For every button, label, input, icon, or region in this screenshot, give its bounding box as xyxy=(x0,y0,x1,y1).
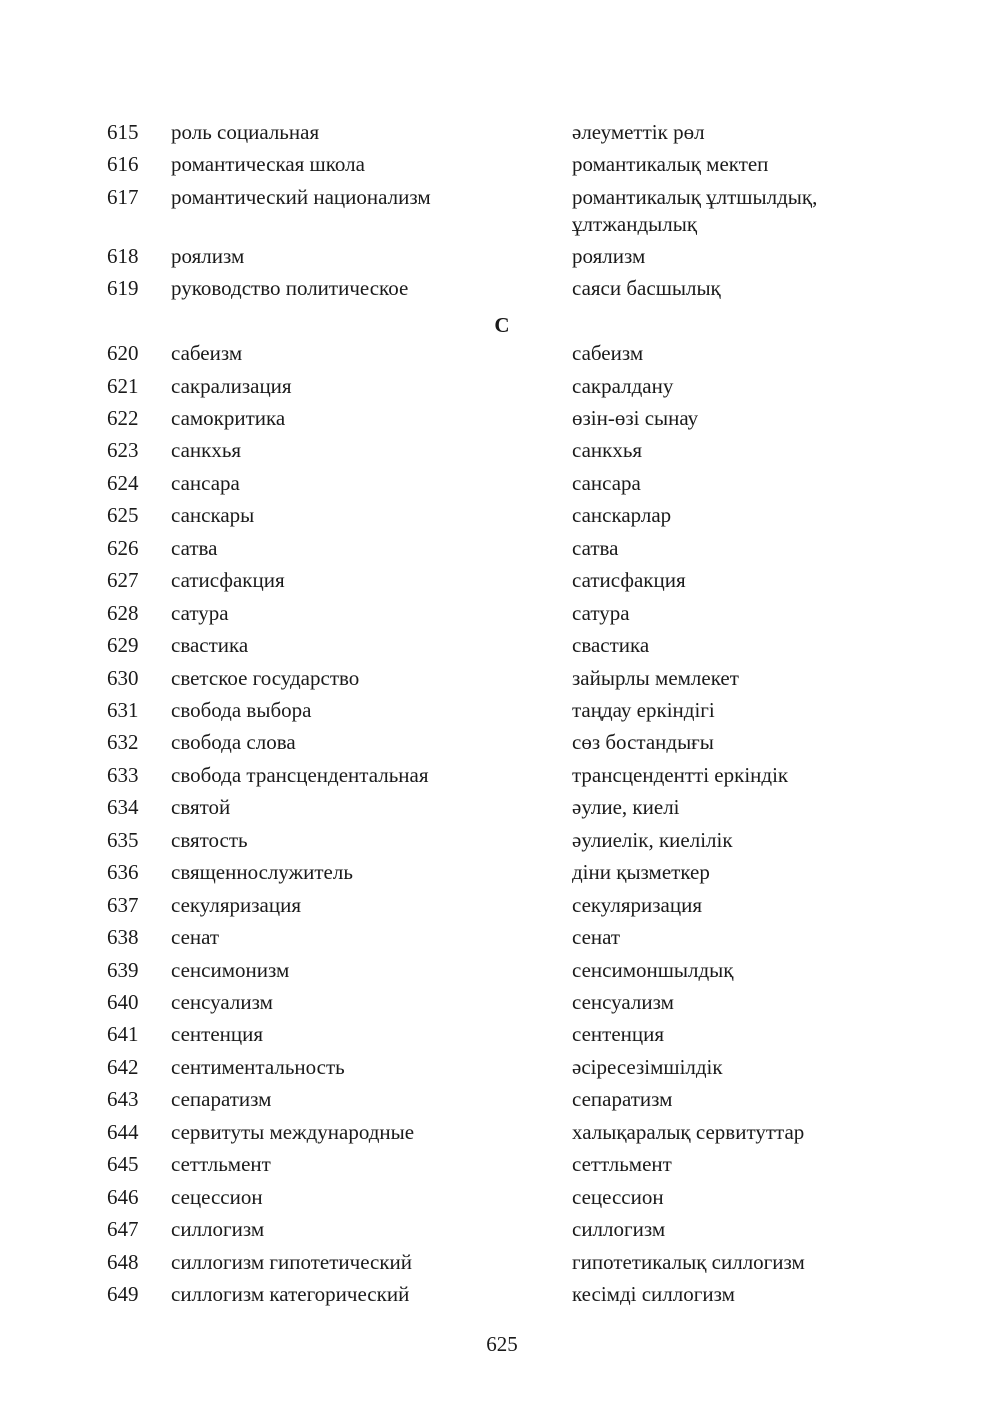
entry-russian-term: сатура xyxy=(171,601,229,625)
entry-number: 619 xyxy=(107,276,139,300)
entry-russian-term: силлогизм гипотетический xyxy=(171,1250,413,1274)
entry-russian-term: сеттльмент xyxy=(171,1152,271,1176)
entry-kazakh-term: секуляризация xyxy=(572,893,703,917)
entry-number: 623 xyxy=(107,438,139,462)
entry-russian-term: сепаратизм xyxy=(171,1087,272,1111)
entry-kazakh-term: таңдау еркіндігі xyxy=(572,698,715,722)
entry-kazakh-term: кесімді силлогизм xyxy=(572,1282,735,1306)
entry-russian-term: роль социальная xyxy=(171,120,320,144)
entry-kazakh-term: әулие, киелі xyxy=(572,795,680,819)
entry-kazakh-term: сенат xyxy=(572,925,621,949)
entry-russian-term: сентенция xyxy=(171,1022,264,1046)
entry-russian-term: сервитуты международные xyxy=(171,1120,415,1144)
entry-kazakh-term: өзін-өзі сынау xyxy=(572,406,699,430)
entry-kazakh-term: діни қызметкер xyxy=(572,860,710,884)
entry-number: 637 xyxy=(107,893,139,917)
entry-russian-term: сатисфакция xyxy=(171,568,285,592)
entry-number: 621 xyxy=(107,374,139,398)
entry-number: 625 xyxy=(107,503,139,527)
entry-number: 636 xyxy=(107,860,139,884)
entry-number: 633 xyxy=(107,763,139,787)
entry-russian-term: руководство политическое xyxy=(171,276,409,300)
entry-russian-term: санкхья xyxy=(171,438,242,462)
entry-russian-term: секуляризация xyxy=(171,893,302,917)
entry-kazakh-term: сакралдану xyxy=(572,374,674,398)
entry-number: 629 xyxy=(107,633,139,657)
entry-kazakh-term: роялизм xyxy=(572,244,646,268)
entry-number: 641 xyxy=(107,1022,139,1046)
entry-kazakh-term: романтикалық ұлтшылдық, ұлтжандылық xyxy=(572,185,818,236)
entry-kazakh-term: романтикалық мектеп xyxy=(572,152,769,176)
entry-kazakh-term: сөз бостандығы xyxy=(572,730,714,754)
entry-kazakh-term: трансцендентті еркіндік xyxy=(572,763,789,787)
entry-russian-term: сенат xyxy=(171,925,220,949)
entry-russian-term: сансара xyxy=(171,471,240,495)
entry-number: 644 xyxy=(107,1120,139,1144)
entry-russian-term: сентиментальность xyxy=(171,1055,345,1079)
entry-russian-term: свобода слова xyxy=(171,730,296,754)
entry-kazakh-term: сабеизм xyxy=(572,341,644,365)
entry-number: 638 xyxy=(107,925,139,949)
entry-kazakh-term: сеттльмент xyxy=(572,1152,672,1176)
entry-russian-term: силлогизм xyxy=(171,1217,265,1241)
entry-kazakh-term: сепаратизм xyxy=(572,1087,673,1111)
page-number: 625 xyxy=(486,1332,518,1356)
entry-russian-term: святость xyxy=(171,828,248,852)
entry-russian-term: сакрализация xyxy=(171,374,292,398)
entry-number: 622 xyxy=(107,406,139,430)
entry-kazakh-term: сенсуализм xyxy=(572,990,674,1014)
entry-number: 645 xyxy=(107,1152,139,1176)
entry-kazakh-term: сентенция xyxy=(572,1022,665,1046)
entry-number: 647 xyxy=(107,1217,139,1241)
entry-russian-term: сенсуализм xyxy=(171,990,273,1014)
entry-number: 620 xyxy=(107,341,139,365)
entry-number: 649 xyxy=(107,1282,139,1306)
entry-kazakh-term: санкхья xyxy=(572,438,643,462)
entry-number: 642 xyxy=(107,1055,139,1079)
entry-kazakh-term: сатва xyxy=(572,536,619,560)
section-letter-heading: С xyxy=(494,313,510,337)
entry-kazakh-term: силлогизм xyxy=(572,1217,666,1241)
entry-russian-term: санскары xyxy=(171,503,255,527)
entry-number: 632 xyxy=(107,730,139,754)
entry-number: 615 xyxy=(107,120,139,144)
entry-number: 627 xyxy=(107,568,139,592)
entry-number: 639 xyxy=(107,958,139,982)
entry-kazakh-term: әлеуметтік рөл xyxy=(572,120,705,144)
entry-russian-term: святой xyxy=(171,795,231,819)
entry-kazakh-term: свастика xyxy=(572,633,650,657)
entry-number: 640 xyxy=(107,990,139,1014)
entry-russian-term: сецессион xyxy=(171,1185,263,1209)
entry-russian-term: сатва xyxy=(171,536,218,560)
entry-number: 616 xyxy=(107,152,139,176)
entry-russian-term: романтическая школа xyxy=(171,152,365,176)
entry-number: 617 xyxy=(107,185,139,209)
entry-kazakh-term: әулиелік, киелілік xyxy=(572,828,733,852)
entry-russian-term: романтический национализм xyxy=(171,185,431,209)
entry-russian-term: силлогизм категорический xyxy=(171,1282,410,1306)
entry-number: 646 xyxy=(107,1185,139,1209)
entry-number: 624 xyxy=(107,471,139,495)
entry-kazakh-term: сатисфакция xyxy=(572,568,686,592)
entry-kazakh-term: әсіресезімшілдік xyxy=(572,1055,723,1079)
entry-kazakh-term: сансара xyxy=(572,471,641,495)
entry-kazakh-term: саяси басшылық xyxy=(572,276,721,300)
entry-kazakh-term: санскарлар xyxy=(572,503,672,527)
entry-russian-term: свобода трансцендентальная xyxy=(171,763,429,787)
entry-number: 618 xyxy=(107,244,139,268)
entry-kazakh-term: сенсимоншылдық xyxy=(572,958,734,982)
entry-russian-term: священнослужитель xyxy=(171,860,353,884)
entry-number: 643 xyxy=(107,1087,139,1111)
entry-number: 628 xyxy=(107,601,139,625)
entry-number: 631 xyxy=(107,698,139,722)
entry-kazakh-term: сецессион xyxy=(572,1185,664,1209)
entry-number: 635 xyxy=(107,828,139,852)
entry-russian-term: светское государство xyxy=(171,666,360,690)
entry-russian-term: самокритика xyxy=(171,406,286,430)
entry-russian-term: свастика xyxy=(171,633,249,657)
entry-kazakh-term: халықаралық сервитуттар xyxy=(572,1120,805,1144)
entry-kazakh-term: гипотетикалық силлогизм xyxy=(572,1250,805,1274)
entry-kazakh-term: зайырлы мемлекет xyxy=(572,666,739,690)
entry-russian-term: сабеизм xyxy=(171,341,243,365)
entry-kazakh-term: сатура xyxy=(572,601,630,625)
entry-number: 634 xyxy=(107,795,139,819)
entry-number: 630 xyxy=(107,666,139,690)
entry-number: 626 xyxy=(107,536,139,560)
entry-number: 648 xyxy=(107,1250,139,1274)
entry-russian-term: роялизм xyxy=(171,244,245,268)
entry-russian-term: свобода выбора xyxy=(171,698,312,722)
entry-russian-term: сенсимонизм xyxy=(171,958,290,982)
